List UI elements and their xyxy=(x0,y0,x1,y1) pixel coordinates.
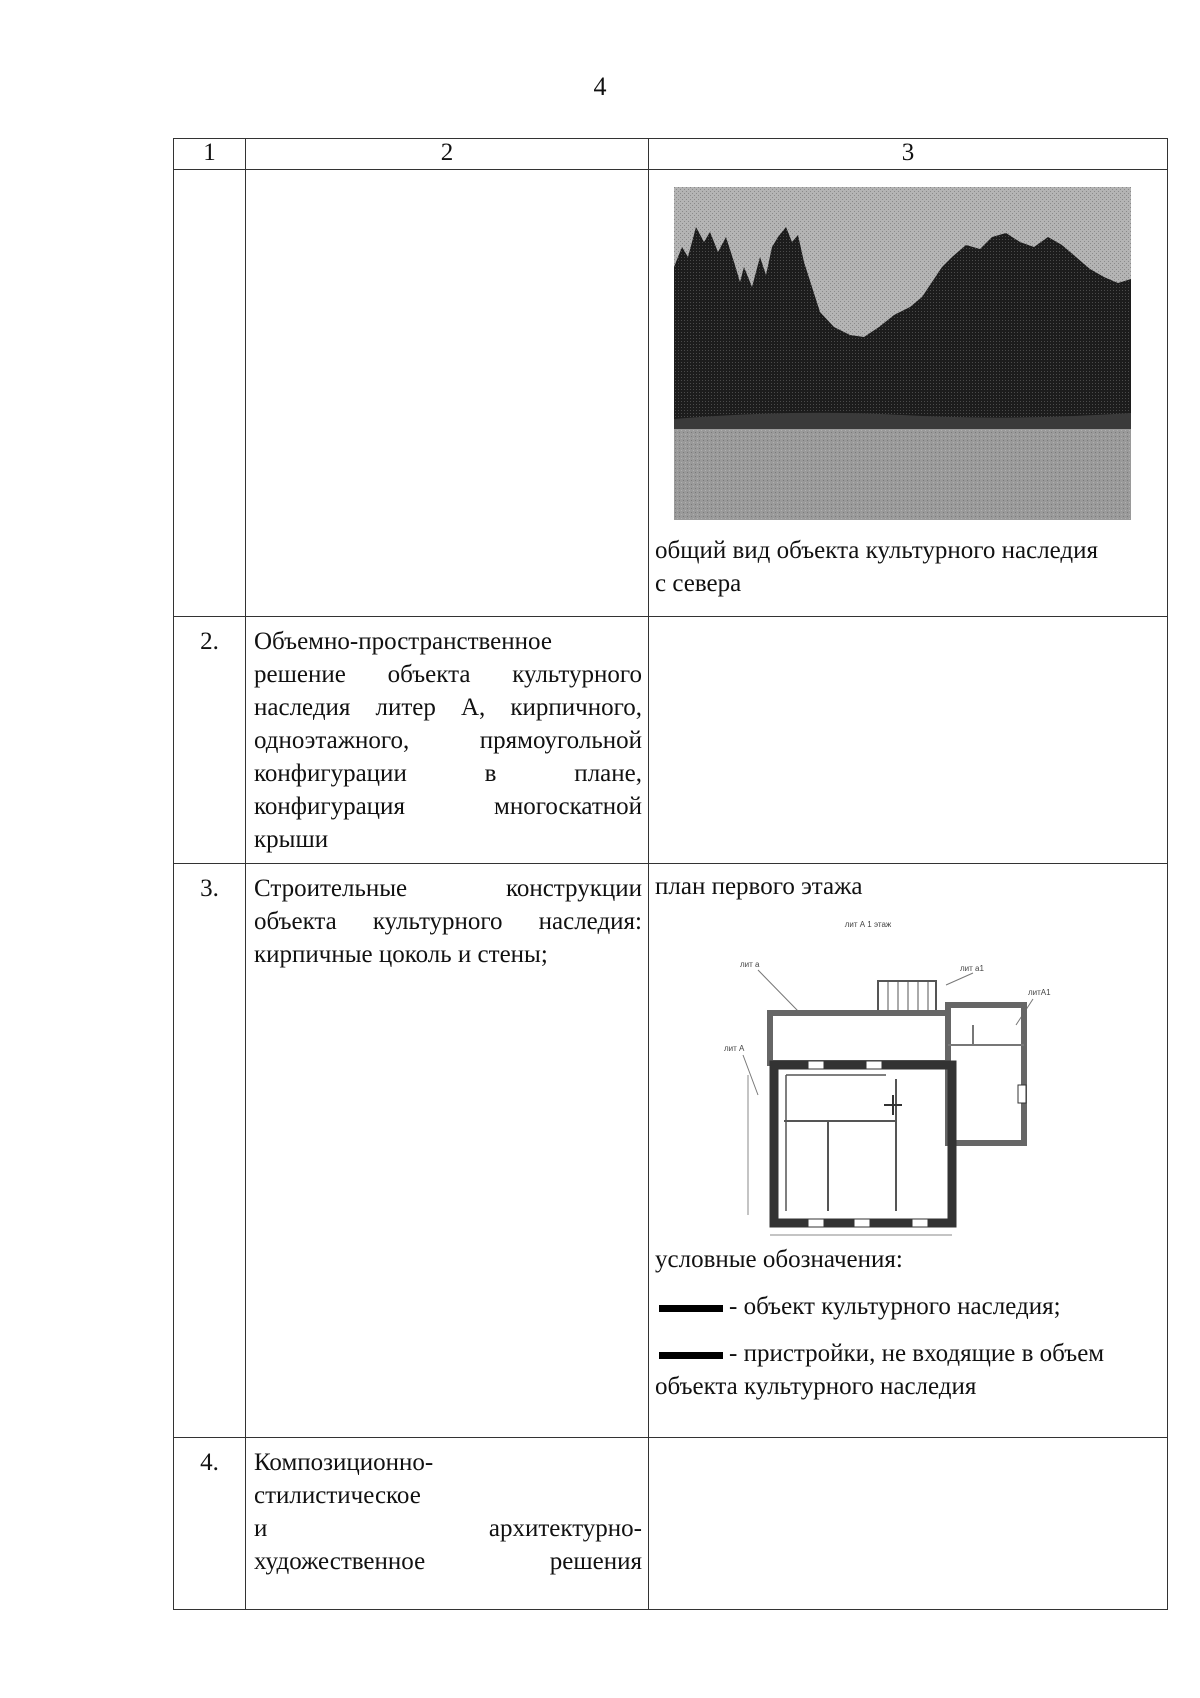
description-line: конфигурации в плане, xyxy=(254,760,642,787)
table-row xyxy=(174,1438,1168,1610)
table-row xyxy=(174,617,1168,864)
description-line: конфигурация многоскатной xyxy=(254,793,642,820)
row1-text-cell xyxy=(246,170,649,617)
row2-num: 2. xyxy=(174,617,246,864)
description-line: кирпичные цоколь и стены; xyxy=(254,941,548,968)
photo-caption xyxy=(655,534,1161,600)
header-col-1: 1 xyxy=(174,139,246,170)
row4-empty-cell xyxy=(649,1438,1168,1610)
description-line: наследия литер А, кирпичного, xyxy=(254,694,642,721)
legend-item-label: - пристройки, не входящие в объем xyxy=(729,1340,1105,1367)
description-line: Объемно-пространственное xyxy=(254,628,552,655)
row1-num-cell xyxy=(174,170,246,617)
legend-item-heritage xyxy=(655,1290,1161,1323)
plan-title: план первого этажа xyxy=(655,873,863,900)
row3-plan-cell xyxy=(649,864,1168,1438)
description-line: стилистическое xyxy=(254,1482,421,1509)
row3-num: 3. xyxy=(174,864,246,1438)
legend-title: условные обозначения: xyxy=(655,1246,903,1273)
plan-label: лит а1 xyxy=(960,964,984,973)
description-line: художественное решения xyxy=(254,1548,642,1575)
photo-caption-line: с севера xyxy=(655,570,742,597)
legend-swatch xyxy=(659,1305,723,1312)
table-row xyxy=(174,864,1168,1438)
row1-image-cell xyxy=(649,170,1168,617)
description-line: решение объекта культурного xyxy=(254,661,642,688)
north-view-photo xyxy=(674,187,1131,520)
plan-label: лит А xyxy=(724,1044,745,1053)
legend-item-label: - объект культурного наследия; xyxy=(729,1293,1061,1320)
legend-swatch xyxy=(659,1352,723,1359)
row3-description xyxy=(246,864,649,1438)
description-line: одноэтажного, прямоугольной xyxy=(254,727,642,754)
description-line: и архитектурно- xyxy=(254,1515,642,1542)
floor-plan-drawing xyxy=(688,915,1051,1235)
plan-label: литА1 xyxy=(1028,988,1051,997)
plan-label: лит а xyxy=(740,960,760,969)
legend-item-annexes xyxy=(655,1337,1161,1403)
page-number: 4 xyxy=(593,72,607,101)
header-col-3: 3 xyxy=(649,139,1168,170)
legend-item-label: объекта культурного наследия xyxy=(655,1373,977,1400)
description-line: Строительные конструкции xyxy=(254,875,642,902)
description-line: Композиционно- xyxy=(254,1449,434,1476)
row2-description xyxy=(246,617,649,864)
header-col-2: 2 xyxy=(246,139,649,170)
heritage-table xyxy=(173,138,1168,1610)
row2-empty-cell xyxy=(649,617,1168,864)
plan-heading: лит А 1 этаж xyxy=(844,920,892,929)
table-header-row xyxy=(174,139,1168,170)
row4-num: 4. xyxy=(174,1438,246,1610)
row4-description xyxy=(246,1438,649,1610)
photo-caption-line: общий вид объекта культурного наследия xyxy=(655,537,1099,564)
description-line: объекта культурного наследия: xyxy=(254,908,642,935)
table-row xyxy=(174,170,1168,617)
description-line: крыши xyxy=(254,826,329,853)
